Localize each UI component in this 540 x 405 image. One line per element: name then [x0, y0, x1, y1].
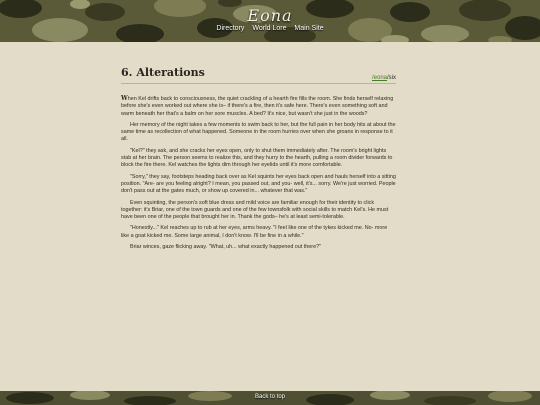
- paragraph: Even squinting, the person's soft blue dress and mild voice are familiar enough for their identity to click together: it's Briar, one of the town guards and one of the few townsfolk with social skills to match Kel's. He must have been one of the people that brought her in. Thank the gods– he's at least semi-tolerable.: [121, 199, 389, 221]
- chapter-title: 6. Alterations: [121, 66, 205, 79]
- paragraph: Her memory of the night takes a few moments to swim back to her, but the full pain in her body hits at about the same time as recollection of what happened. Someone in the room hurries over when she groans in response to it all.: [121, 121, 396, 143]
- paragraph: "Sorry," they say, footsteps heading back over as Kel squints her eyes back open and hauls herself into a sitting position. "Are- are you feeling alright? I mean, you passed out, and you- well, it's... sorry. We're just worried. People don't pass out at the gates much, or show up covered in... whatever that was.": [121, 173, 396, 195]
- title-divider: [121, 83, 396, 84]
- paragraph: Briar winces, gaze flicking away. "What, uh... what exactly happened out there?": [130, 244, 322, 251]
- paragraph: [121, 95, 396, 118]
- site-header: [0, 0, 540, 42]
- paragraph: "Honestly..." Kel reaches up to rub at her eyes, arms heavy. "I feel like one of the tykes kicked me. No- more like a goat kicked me. Some large animal, I don't know. I'll be fine in a while.": [121, 225, 388, 239]
- site-title[interactable]: Eona: [247, 6, 293, 25]
- nav-main-site[interactable]: Main Site: [294, 25, 324, 32]
- back-to-top-link[interactable]: Back to top: [254, 394, 286, 400]
- chapter-tag: [372, 75, 396, 81]
- paragraph-text: hen Kel drifts back to consciousness, the quiet crackling of a hearth fire fills the room. She finds herself relaxing before she's even worked out where she is– if there's a fire, then it's safe here. There's even something soft and warm beneath her that's a balm on her sore muscles. A bed? It's nice, but wasn't she just in the woods?: [121, 96, 394, 117]
- tag-suffix: /six: [387, 75, 396, 81]
- dropcap: W: [121, 95, 128, 102]
- paragraph: "Kel?" they ask, and she cracks her eyes open, only to shut them immediately after. The room's bright lights stab at her brain. The person seems to realize this, and they hurry to the hearth, pulling a room divider forwards to block the fire there. Kel watches the lights dim through her eyelids until it's more comfortable.: [121, 147, 393, 169]
- main-nav: [0, 25, 540, 32]
- chapter-body: [121, 95, 396, 255]
- nav-world-lore[interactable]: World Lore: [252, 25, 287, 32]
- site-footer: [0, 391, 540, 405]
- nav-directory[interactable]: Directory: [216, 25, 245, 32]
- tag-link[interactable]: /eona: [371, 75, 387, 81]
- chapter-article: [112, 66, 396, 251]
